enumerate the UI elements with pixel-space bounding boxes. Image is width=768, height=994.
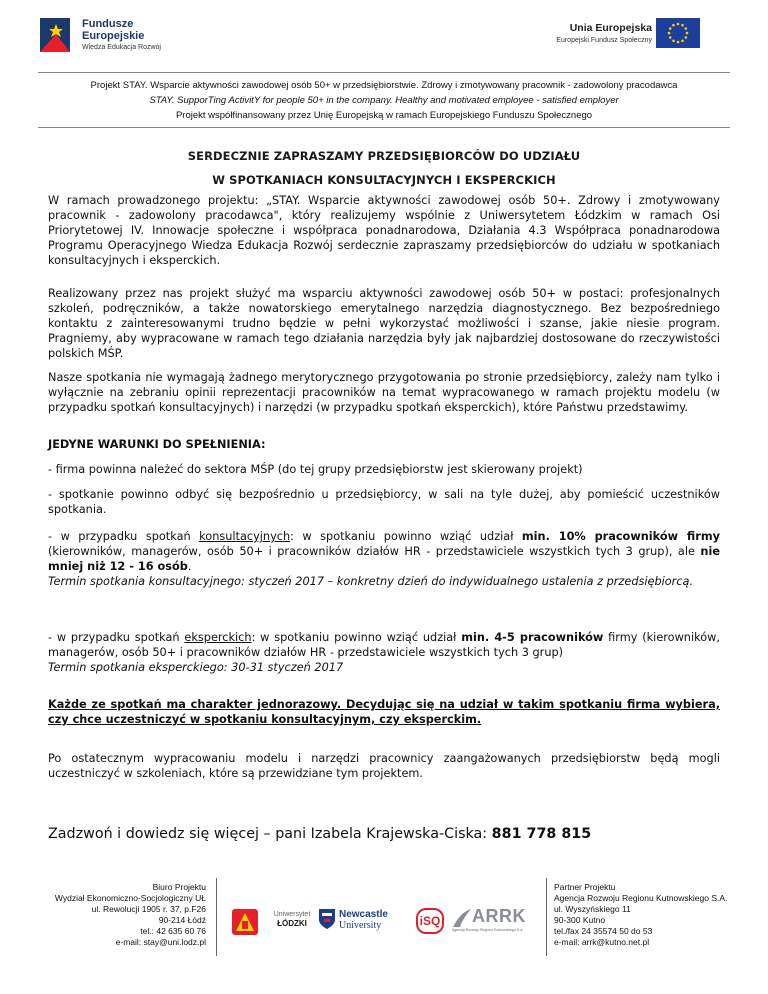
eu-flag-icon	[656, 18, 700, 48]
project-partner-address	[554, 882, 734, 948]
office-line: tel.: 42 635 60 76	[140, 926, 206, 936]
invitation-title-line1: SERDECZNIE ZAPRASZAMY PRZEDSIĘBIORCÓW DO UDZIAŁU	[187, 149, 581, 163]
meetings-paragraph: Nasze spotkania nie wymagają żadnego merytorycznego przygotowania po stronie przedsiębiorcy, zależy nam tylko i wyłącznie na zebraniu opinii reprezentacji pracowników na temat wypracowanego w ramach projektu modelu (w przypadku spotkań konsultacyjnych) i narzędzi (w przypadku spotkań eksperckich), które Państwu przedstawimy.	[48, 371, 720, 414]
contact-call	[48, 826, 728, 842]
arrk-logo	[452, 905, 536, 935]
intro-paragraph: W ramach prowadzonego projektu: „STAY. Wsparcie aktywności zawodowej osób 50+. Zdrowy i zmotywowany pracownik - zadowolony pracodawca", który realizujemy wspólnie z Uniwersytetem Łódzkim w ramach Osi Priorytetowej IV. Innowacje społeczne i współpraca ponadnarodowa, Działania 4.3 Współpraca ponadnarodowa Programu Operacyjnego Wiedza Edukacja Rozwój serdecznie zapraszamy przedsiębiorców do udziału w spotkaniach konsultacyjnych i eksperckich.	[48, 194, 720, 267]
arrk-swoosh-icon	[452, 907, 472, 929]
newcastle-line2: University	[339, 920, 382, 931]
fe-logo-line2: Europejskie	[82, 30, 145, 42]
project-line-3: Projekt współfinansowany przez Unię Europejską w ramach Europejskiego Funduszu Społecznego	[175, 110, 593, 121]
c4-underlined: eksperckich	[184, 631, 252, 644]
consultation-term: Termin spotkania konsultacyjnego: styczeń 2017 – konkretny dzień do indywidualnego ustalenia z przedsiębiorcą.	[48, 575, 694, 588]
partner-line: Agencja Rozwoju Regionu Kutnowskiego S.A.	[554, 893, 728, 903]
c4-part-c: firmy (kierowników, managerów, osób 50+ i pracowników działów HR - przedstawiciele wszystkich tych 3 grup)	[48, 631, 720, 659]
condition-sme: - firma powinna należeć do sektora MŚP (do tej grupy przedsiębiorstw jest skierowany projekt)	[48, 463, 583, 476]
fundusze-europejskie-logo	[36, 16, 196, 58]
condition-location: - spotkanie powinno odbyć się bezpośrednio u przedsiębiorcy, w sali na tyle dużej, aby pomieścić uczestników spotkania.	[48, 488, 720, 516]
arrk-logo-subtext: Agencja Rozwoju Regionu Kutnowskiego S.A.	[452, 928, 524, 932]
fe-logo-line3: Wiedza Edukacja Rozwój	[82, 44, 161, 51]
condition-expert	[48, 630, 720, 675]
ue-logo-line1: Unia Europejska	[569, 22, 652, 34]
partner-line: 90-300 Kutno	[554, 915, 606, 925]
office-line: 90-214 Łódź	[158, 915, 206, 925]
conditions-heading: JEDYNE WARUNKI DO SPEŁNIENIA:	[48, 438, 266, 451]
newcastle-shield-icon	[318, 908, 336, 930]
project-line-2: STAY. SupporTing ActivitY for people 50+ in the company. Healthy and motivated employee - satisfied employer	[149, 95, 619, 106]
partner-line: ul. Wyszyńskiego 11	[554, 904, 631, 914]
office-line: e-mail: stay@uni.lodz.pl	[115, 937, 206, 947]
project-office-address	[40, 882, 206, 948]
c4-part-b: : w spotkaniu powinno wziąć udział	[251, 631, 462, 644]
invitation-title-line2: W SPOTKANIACH KONSULTACYJNYCH I EKSPERCKICH	[212, 173, 556, 187]
final-paragraph: Po ostatecznym wypracowaniu modelu i narzędzi pracownicy zaangażowanych przedsiębiorstw będą mogli uczestniczyć w szkoleniach, które są przewidziane tym projektem.	[48, 752, 720, 780]
uniwersytet-lodzki-logo	[270, 910, 314, 929]
office-line: Wydział Ekonomiczno-Socjologiczny UŁ	[54, 893, 206, 903]
header-divider-top	[38, 72, 730, 73]
office-line: ul. Rewolucji 1905 r. 37, p.F26	[91, 904, 206, 914]
project-line-1: Projekt STAY. Wsparcie aktywności zawodowej osób 50+ w przedsiębiorstwie. Zdrowy i zmotywowany pracownik - zadowolony pracodawca	[90, 80, 678, 91]
one-time-notice: Każde ze spotkań ma charakter jednorazowy. Decydując się na udział w takim spotkaniu firma wybiera, czy chce uczestniczyć w spotkaniu konsultacyjnym, czy eksperckim.	[48, 698, 720, 726]
c3-underlined: konsultacyjnych	[199, 530, 291, 543]
partner-line: e-mail: arrk@kutno.net.pl	[554, 937, 650, 947]
c3-part-b: : w spotkaniu powinno wziąć udział	[290, 530, 522, 543]
c3-part-a: - w przypadku spotkań	[48, 530, 200, 543]
footer-divider-left	[216, 878, 217, 956]
c3-bold-1: min. 10% pracowników firmy	[521, 530, 720, 543]
c4-part-a: - w przypadku spotkań	[48, 631, 185, 644]
partner-line: Partner Projektu	[554, 882, 616, 892]
condition-consultation	[48, 529, 720, 589]
ul-logo-line2: ŁÓDZKI	[277, 919, 307, 928]
unia-europejska-logo	[480, 18, 700, 54]
ue-logo-line2: Europejski Fundusz Społeczny	[556, 37, 652, 44]
office-line: Biuro Projektu	[152, 882, 206, 892]
arrk-logo-text: ARRK	[472, 906, 526, 926]
isq-logo: iSQ	[416, 908, 444, 934]
newcastle-university-logo	[318, 908, 414, 934]
header-divider-bottom	[38, 127, 730, 128]
expert-term: Termin spotkania eksperckiego: 30-31 styczeń 2017	[48, 661, 344, 674]
partner-line: tel./fax 24 35574 50 do 53	[554, 926, 653, 936]
fe-logo-line1: Fundusze	[82, 18, 134, 30]
contact-text: Zadzwoń i dowiedz się więcej – pani Izabela Krajewska-Ciska:	[48, 826, 492, 842]
fundusze-europejskie-icon	[36, 16, 78, 56]
newcastle-line1: Newcastle	[339, 909, 388, 920]
c4-bold: min. 4-5 pracowników	[461, 631, 604, 644]
project-description-paragraph: Realizowany przez nas projekt służyć ma wsparciu aktywności zawodowej osób 50+ w postaci: profesjonalnych szkoleń, podręczników, a także nowatorskiego emerytalnego narzędzia diagnostycznego. Bez bezpośredniego kontaktu z zainteresowanymi trudno będzie w pełni wykorzystać możliwości i szanse, jakie niesie program. Pragniemy, aby wypracowane w ramach tego działania narzędzia były jak najbardziej dostosowane do rzeczywistości polskich MŚP.	[48, 287, 720, 360]
footer-divider-right	[546, 878, 547, 956]
wes-logo-icon	[230, 907, 260, 937]
contact-phone: 881 778 815	[491, 826, 592, 842]
c3-bold-2: nie mniej niż 12 - 16 osób	[48, 545, 720, 573]
ul-logo-line1: Uniwersytet	[273, 911, 311, 918]
c3-part-d: .	[187, 560, 192, 573]
c3-part-c: (kierowników, managerów, osób 50+ i pracowników działów HR - przedstawiciele wszystkich tych 3 grup), ale	[48, 545, 701, 558]
